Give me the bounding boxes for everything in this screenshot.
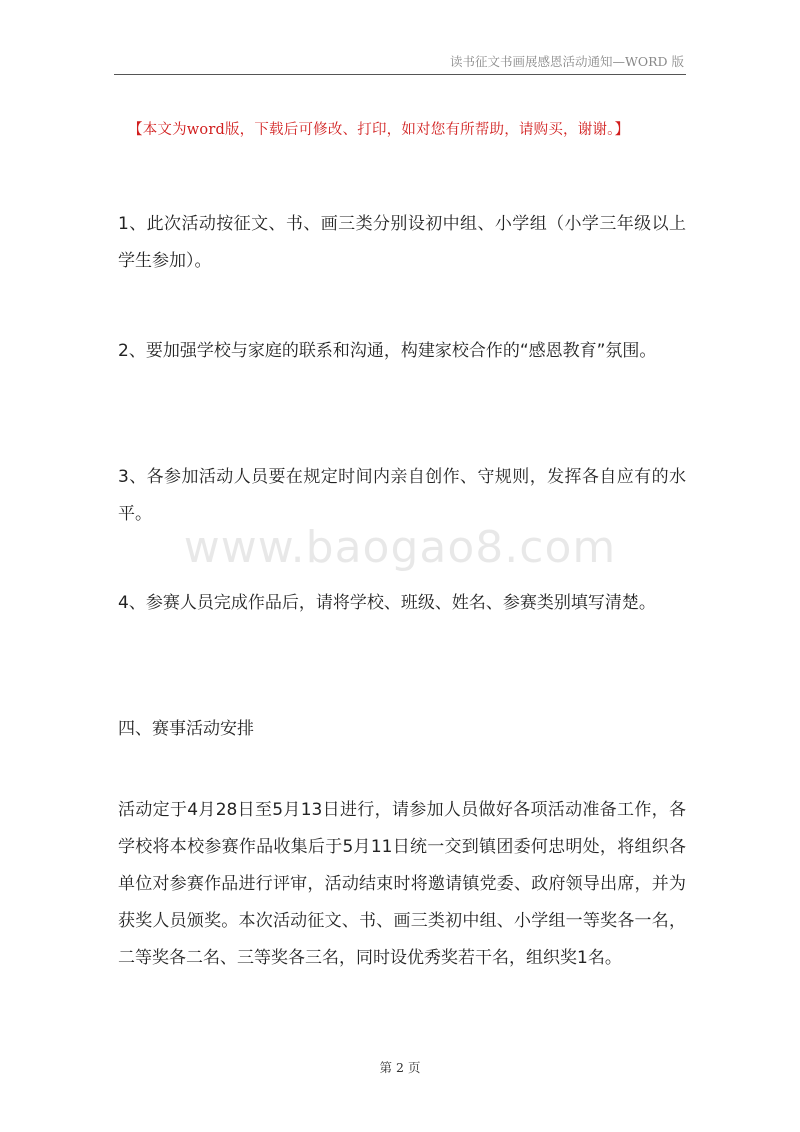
- page-number: 第 2 页: [379, 1060, 421, 1075]
- page-header-title: 读书征文书画展感恩活动通知—WORD 版: [449, 54, 684, 69]
- paragraph-item-4: 4、参赛人员完成作品后，请将学校、班级、姓名、参赛类别填写清楚。: [118, 593, 656, 613]
- paragraph-item-2: 2、要加强学校与家庭的联系和沟通，构建家校合作的“感恩教育”氛围。: [118, 341, 657, 361]
- purchase-notice: 【本文为word版，下载后可修改、打印，如对您有所帮助，请购买，谢谢。】: [128, 122, 630, 138]
- watermark: www.baogao8.com: [183, 522, 617, 573]
- header-divider: [114, 74, 686, 75]
- paragraph-schedule-details: 活动定于4月28日至5月13日进行，请参加人员做好各项活动准备工作，各学校将本校参赛作品收集后于5月11日统一交到镇团委何忠明处，将组织各单位对参赛作品进行评审，活动结束时将邀请镇党委、政府领导出席，并为获奖人员颁奖。本次活动征文、书、画三类初中组、小学组一等奖各一名，二等奖各二名、三等奖各三名，同时设优秀奖若干名，组织奖1名。: [118, 800, 686, 968]
- section-heading-schedule: 四、赛事活动安排: [118, 719, 254, 739]
- paragraph-item-3: 3、各参加活动人员要在规定时间内亲自创作、守规则，发挥各自应有的水平。: [118, 467, 686, 524]
- paragraph-item-1: 1、此次活动按征文、书、画三类分别设初中组、小学组（小学三年级以上学生参加）。: [118, 214, 686, 271]
